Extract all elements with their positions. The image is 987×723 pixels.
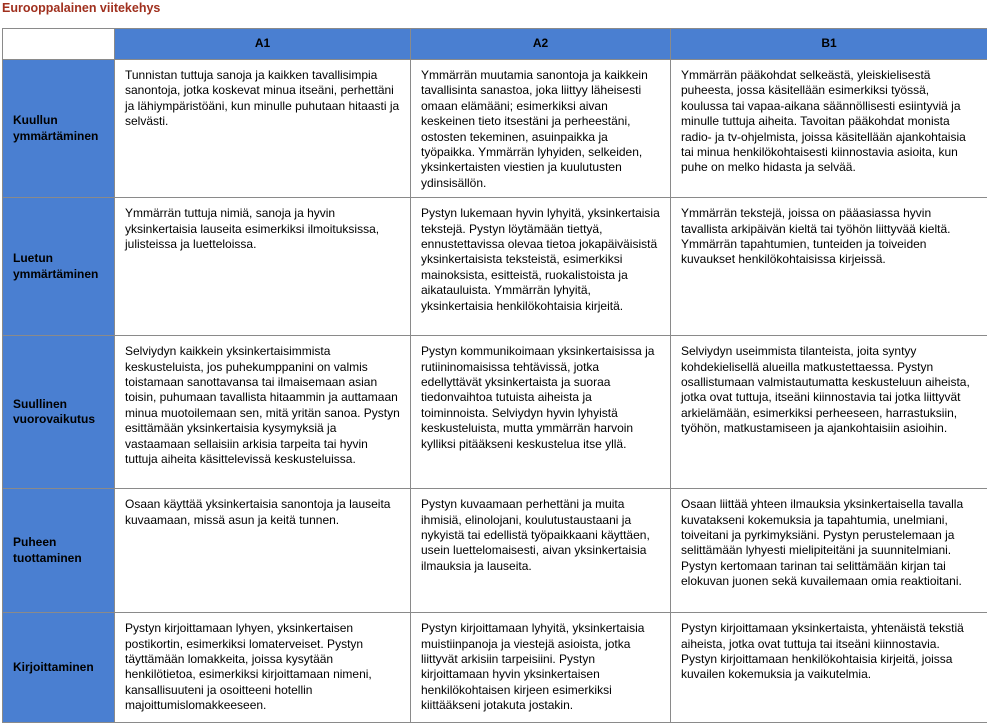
descriptor-cell: Ymmärrän pääkohdat selkeästä, yleiskielisestä puheesta, jossa käsitellään esimerkiksi työssä, koulussa tai vapaa-aikana säännöllisesti esiintyviä ja minulle tuttuja aiheita. Tavoitan pääkohdat monista radio- ja tv-ohjelmista, joissa käsitellään ajankohtaisia tai minua henkilökohtaisesti kiinnostavia asioita, kun puhe on melko hidasta ja selvää. xyxy=(671,60,987,198)
descriptor-cell: Pystyn kommunikoimaan yksinkertaisissa ja rutiininomaisissa tehtävissä, jotka edellyttävät yksinkertaista ja suoraa tiedonvaihtoa tutuista aiheista ja toiminnoista. Selviydyn hyvin lyhyistä keskusteluista, mutta ymmärrän harvoin kylliksi pitääkseni keskustelua itse yllä. xyxy=(411,336,671,489)
skill-label: Kirjoittaminen xyxy=(3,613,115,723)
table-row xyxy=(3,336,987,489)
descriptor-cell: Pystyn kirjoittamaan lyhyen, yksinkertaisen postikortin, esimerkiksi lomaterveiset. Pystyn täyttämään lomakkeita, joissa kysytään henkilötietoa, esimerkiksi kirjoittamaan nimeni, kansallisuuteni ja osoitteeni hotellin majoittumislomakkeeseen. xyxy=(115,613,411,723)
descriptor-cell: Selviydyn useimmista tilanteista, joita syntyy kohdekielisellä alueilla matkustettaessa. Pystyn osallistumaan valmistautumatta keskusteluun aiheista, jotka ovat tuttuja, itseäni kiinnostavia tai jotka liittyvät arkielämään, esimerkiksi perheeseen, harrastuksiin, työhön, matkustamiseen ja ajankohtaisiin asioihin. xyxy=(671,336,987,489)
level-header-a1: A1 xyxy=(115,29,411,60)
table-row xyxy=(3,489,987,613)
page-title: Eurooppalainen viitekehys xyxy=(2,0,160,16)
cefr-table xyxy=(2,28,987,723)
corner-cell xyxy=(3,29,115,60)
table-row xyxy=(3,613,987,723)
descriptor-cell: Pystyn lukemaan hyvin lyhyitä, yksinkertaisia tekstejä. Pystyn löytämään tiettyä, ennustettavissa olevaa tietoa jokapäiväisistä yksinkertaisista teksteistä, esimerkiksi mainoksista, esitteistä, ruokalistoista ja aikatauluista. Ymmärrän lyhyitä, yksinkertaisia henkilökohtaisia kirjeitä. xyxy=(411,198,671,336)
descriptor-cell: Osaan liittää yhteen ilmauksia yksinkertaisella tavalla kuvatakseni kokemuksia ja tapahtumia, unelmiani, toiveitani ja pyrkimyksiäni. Pystyn perustelemaan ja selittämään lyhyesti mielipiteitäni ja suunnitelmiani. Pystyn kertomaan tarinan tai selittämään kirjan tai elokuvan juonen sekä kuvailemaan omia reaktioitani. xyxy=(671,489,987,613)
skill-label: Suullinen vuorovaikutus xyxy=(3,336,115,489)
descriptor-cell: Pystyn kuvaamaan perhettäni ja muita ihmisiä, elinolojani, koulutustaustaani ja nykyistä tai edellistä työpaikkaani käyttäen, usein luettelomaisesti, aivan yksinkertaisia ilmauksia ja lauseita. xyxy=(411,489,671,613)
skill-label: Kuullun ymmärtäminen xyxy=(3,60,115,198)
descriptor-cell: Selviydyn kaikkein yksinkertaisimmista keskusteluista, jos puhekumppanini on valmis toistamaan sanottavansa tai ilmaisemaan asian toisin, puhumaan tavallista hitaammin ja auttamaan minua muotoilemaan sen, mitä yritän sanoa. Pystyn esittämään yksinkertaisia kysymyksiä ja vastaamaan sellaisiin arkisia tarpeita tai hyvin tuttuja aiheita käsittelevissä keskusteluissa. xyxy=(115,336,411,489)
descriptor-cell: Ymmärrän tuttuja nimiä, sanoja ja hyvin yksinkertaisia lauseita esimerkiksi ilmoituksissa, julisteissa ja luetteloissa. xyxy=(115,198,411,336)
descriptor-cell: Pystyn kirjoittamaan lyhyitä, yksinkertaisia muistiinpanoja ja viestejä asioista, jotka liittyvät arkisiin tarpeisiini. Pystyn kirjoittamaan hyvin yksinkertaisen henkilökohtaisen kirjeen esimerkiksi kiittääkseni jotakuta jostakin. xyxy=(411,613,671,723)
skill-label: Luetun ymmärtäminen xyxy=(3,198,115,336)
descriptor-cell: Pystyn kirjoittamaan yksinkertaista, yhtenäistä tekstiä aiheista, jotka ovat tuttuja tai itseäni kiinnostavia. Pystyn kirjoittamaan henkilökohtaisia kirjeitä, joissa kuvailen kokemuksia ja vaikutelmia. xyxy=(671,613,987,723)
descriptor-cell: Ymmärrän muutamia sanontoja ja kaikkein tavallisinta sanastoa, joka liittyy läheisesti omaan elämääni; esimerkiksi aivan keskeinen tieto itsestäni ja perheestäni, ostosten tekeminen, asuinpaikka ja työpaikka. Ymmärrän lyhyiden, selkeiden, yksinkertaisten viestien ja kuulutusten ydinsisällön. xyxy=(411,60,671,198)
descriptor-cell: Tunnistan tuttuja sanoja ja kaikken tavallisimpia sanontoja, jotka koskevat minua itseäni, perhettäni ja lähiympäristöäni, kun minulle puhutaan hitaasti ja selvästi. xyxy=(115,60,411,198)
level-header-b1: B1 xyxy=(671,29,987,60)
table-row xyxy=(3,198,987,336)
descriptor-cell: Osaan käyttää yksinkertaisia sanontoja ja lauseita kuvaamaan, missä asun ja keitä tunnen. xyxy=(115,489,411,613)
level-header-a2: A2 xyxy=(411,29,671,60)
table-row xyxy=(3,60,987,198)
skill-label: Puheen tuottaminen xyxy=(3,489,115,613)
header-row xyxy=(3,29,987,60)
descriptor-cell: Ymmärrän tekstejä, joissa on pääasiassa hyvin tavallista arkipäivän kieltä tai työhön liittyvää kieltä. Ymmärrän tapahtumien, tunteiden ja toiveiden kuvaukset henkilökohtaisissa kirjeissä. xyxy=(671,198,987,336)
